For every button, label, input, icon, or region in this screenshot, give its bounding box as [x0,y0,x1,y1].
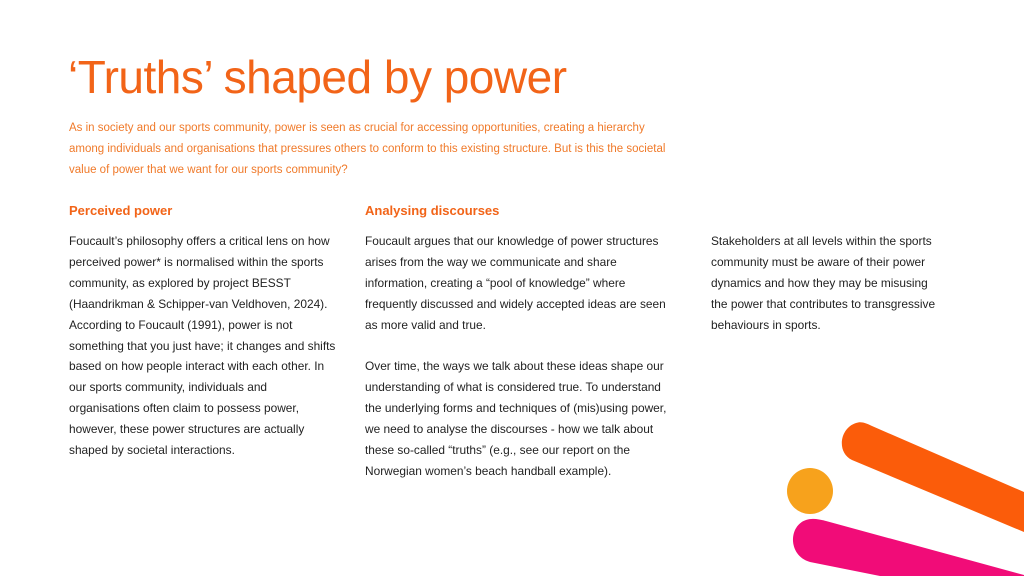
perceived-power-paragraph-2: According to Foucault (1991), power is not something that you just have; it changes and shifts based on how people interact with each other. In our sports community, individuals and organisations often claim to possess power, however, these power structures are actually shaped by societal interactions. [69,317,336,458]
stakeholders-paragraph: Stakeholders at all levels within the sports community must be aware of their power dynamics and how they may be misusing the power that contributes to transgressive behaviours in sports. [711,234,936,332]
analysing-discourses-paragraph-2: Over time, the ways we talk about these ideas shape our understanding of what is considered true. To understand the underlying forms and techniques of (mis)using power, we need to analyse the discourses - how we talk about these so-called “truths” (e.g., see our report on the Norwegian women’s beach handball example). [365,359,667,478]
yellow-dot [787,468,833,514]
heading-perceived-power: Perceived power [69,203,173,218]
intro-text: As in society and our sports community, power is seen as crucial for accessing opportunities, creating a hierarchy among individuals and organisations that pressures others to conform to this existing structure. But is this the societal value of power that we want for our sports community? [69,122,666,176]
heading-analysing-discourses: Analysing discourses [365,203,500,218]
orange-stroke [842,422,1024,532]
analysing-discourses-paragraph-1: Foucault argues that our knowledge of power structures arises from the way we communicate and share information, creating a “pool of knowledge” where frequently discussed and widely accepted ideas are seen as more valid and true. [365,234,666,332]
slide-title: ‘Truths’ shaped by power [68,51,567,103]
perceived-power-paragraph-1: Foucault’s philosophy offers a critical lens on how perceived power* is normalised within the sports community, as explored by project BESST (Haandrikman & Schipper-van Veldhoven, 2024). [69,234,330,311]
magenta-stroke [793,519,1024,576]
